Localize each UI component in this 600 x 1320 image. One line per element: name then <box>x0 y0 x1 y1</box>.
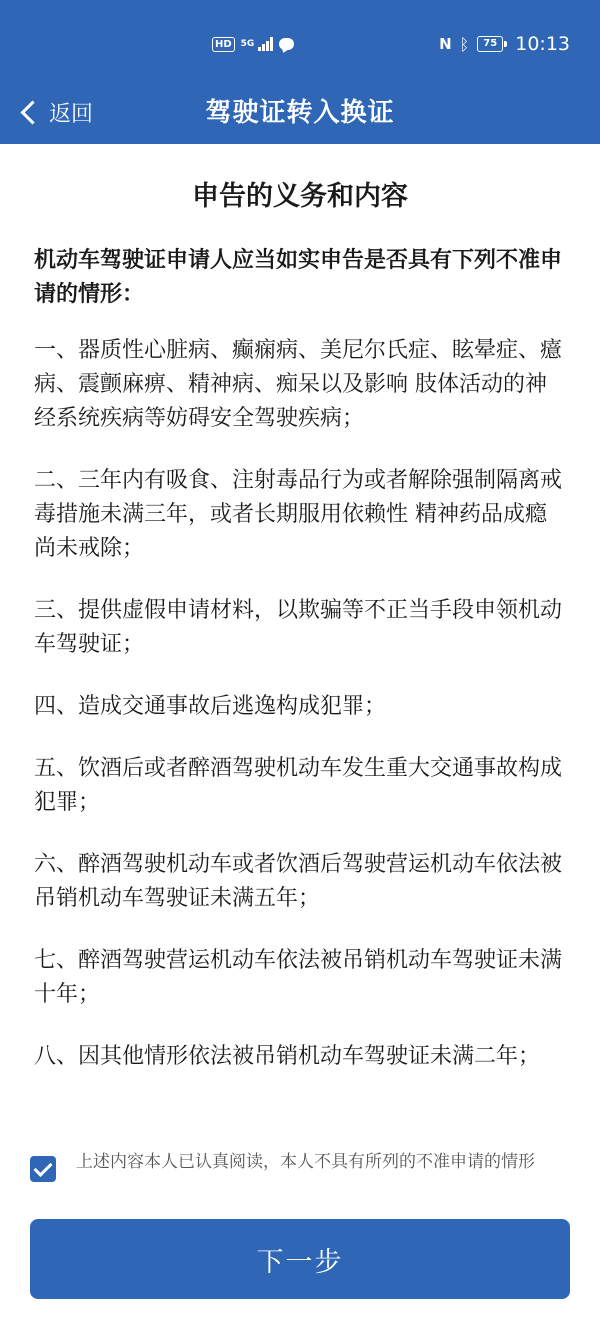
chat-bubble-icon <box>279 38 294 50</box>
nav-bar <box>0 80 600 144</box>
condition-list <box>34 334 564 1074</box>
scroll-fade <box>0 1086 600 1126</box>
list-item: 二、三年内有吸食、注射毒品行为或者解除强制隔离戒毒措施未满三年，或者长期服用依赖性 精神药品成瘾尚未戒除； <box>34 468 563 561</box>
list-item: 四、造成交通事故后逃逸构成犯罪； <box>34 694 387 719</box>
status-left <box>212 32 294 56</box>
agree-text[interactable]: 上述内容本人已认真阅读，本人不具有所列的不准申请的情形 <box>76 1152 535 1172</box>
app-header <box>0 0 600 144</box>
status-right <box>439 32 570 56</box>
back-label: 返回 <box>49 101 94 127</box>
battery-icon: 75 <box>477 36 503 52</box>
page-title: 驾驶证转入换证 <box>205 98 395 128</box>
section-title: 申告的义务和内容 <box>192 181 408 212</box>
list-item: 一、器质性心脏病、癫痫病、美尼尔氏症、眩晕症、癔病、震颤麻痹、精神病、痴呆以及影响 肢体活动的神经系统疾病等妨碍安全驾驶疾病； <box>34 338 563 431</box>
nfc-icon: N <box>439 35 452 53</box>
list-item: 六、醉酒驾驶机动车或者饮酒后驾驶营运机动车依法被吊销机动车驾驶证未满五年； <box>34 852 563 911</box>
list-item: 七、醉酒驾驶营运机动车依法被吊销机动车驾驶证未满十年； <box>34 948 563 1007</box>
5g-signal-icon <box>258 37 273 51</box>
status-bar <box>0 0 600 80</box>
next-step-button[interactable]: 下一步 <box>30 1219 570 1299</box>
agreement-row[interactable] <box>30 1150 570 1202</box>
status-time: 10:13 <box>515 33 570 55</box>
agree-checkbox[interactable] <box>30 1156 56 1182</box>
hd-badge: HD <box>212 37 235 52</box>
network-label: 5G <box>240 38 255 49</box>
list-item: 五、饮酒后或者醉酒驾驶机动车发生重大交通事故构成犯罪； <box>34 756 563 815</box>
list-item: 八、因其他情形依法被吊销机动车驾驶证未满二年； <box>34 1044 541 1069</box>
intro-text: 机动车驾驶证申请人应当如实申告是否具有下列不准申请的情形： <box>34 248 563 307</box>
bluetooth-icon: ᛒ <box>459 34 470 54</box>
list-item: 三、提供虚假申请材料，以欺骗等不正当手段申领机动车驾驶证； <box>34 598 563 657</box>
declaration-content[interactable] <box>0 144 600 1126</box>
